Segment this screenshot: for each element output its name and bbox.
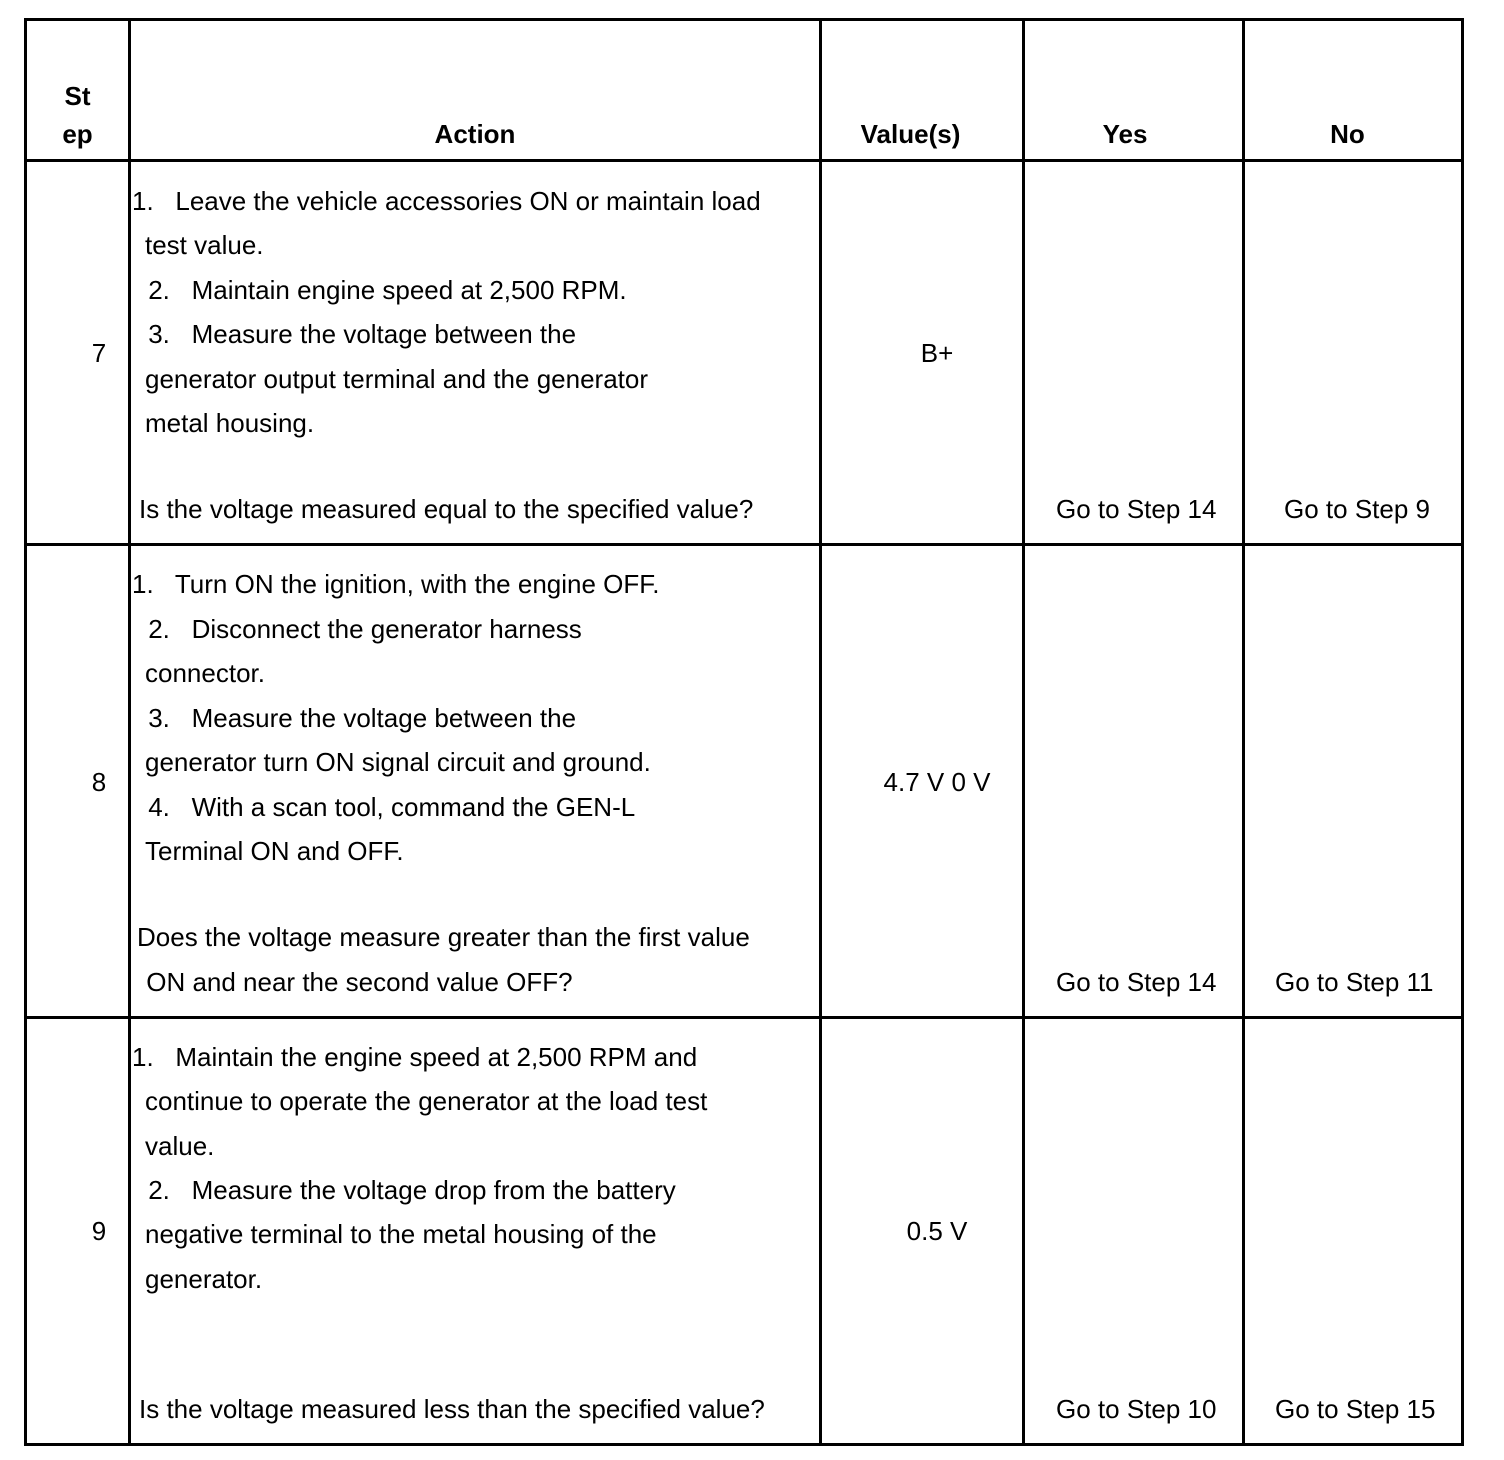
- value-cell: 4.7 V 0 V: [883, 767, 991, 797]
- row-divider: [27, 159, 1461, 162]
- header-yes: Yes: [1102, 119, 1148, 149]
- action-line: Terminal ON and OFF.: [145, 836, 404, 866]
- value-cell: 0.5 V: [906, 1216, 968, 1246]
- action-line: negative terminal to the metal housing of the: [145, 1219, 657, 1249]
- header-values: Value(s): [860, 119, 961, 149]
- yes-cell: Go to Step 14: [1056, 494, 1217, 524]
- action-question: ON and near the second value OFF?: [139, 967, 573, 997]
- diagnostic-table: [24, 18, 1464, 1446]
- action-question: Is the voltage measured less than the specified value?: [139, 1394, 765, 1424]
- yes-cell: Go to Step 10: [1056, 1394, 1217, 1424]
- action-line: test value.: [145, 230, 264, 260]
- no-cell: Go to Step 11: [1275, 967, 1434, 997]
- action-line: 2. Disconnect the generator harness: [141, 614, 582, 644]
- action-line: 4. With a scan tool, command the GEN-L: [141, 792, 636, 822]
- action-line: value.: [145, 1131, 215, 1161]
- action-line: 3. Measure the voltage between the: [141, 319, 577, 349]
- step-number: 8: [91, 767, 107, 797]
- action-line: connector.: [145, 658, 265, 688]
- action-line: metal housing.: [145, 408, 315, 438]
- action-line: 1. Leave the vehicle accessories ON or maintain load: [132, 186, 761, 216]
- yes-cell: Go to Step 14: [1056, 967, 1217, 997]
- header-step-line1: St: [64, 81, 91, 111]
- step-number: 7: [91, 338, 107, 368]
- step-number: 9: [91, 1216, 107, 1246]
- row-divider: [27, 1016, 1461, 1019]
- action-line: 2. Maintain engine speed at 2,500 RPM.: [141, 275, 627, 305]
- value-cell: B+: [920, 338, 954, 368]
- no-cell: Go to Step 15: [1275, 1394, 1436, 1424]
- action-line: generator turn ON signal circuit and ground.: [145, 747, 651, 777]
- action-line: generator output terminal and the generator: [145, 364, 649, 394]
- row-divider: [27, 543, 1461, 546]
- action-line: 1. Turn ON the ignition, with the engine OFF.: [132, 569, 660, 599]
- action-question: Is the voltage measured equal to the specified value?: [139, 494, 754, 524]
- action-line: continue to operate the generator at the load test: [145, 1086, 708, 1116]
- header-step-line2: ep: [62, 119, 93, 149]
- header-action: Action: [434, 119, 516, 149]
- no-cell: Go to Step 9: [1284, 494, 1430, 524]
- action-line: 1. Maintain the engine speed at 2,500 RPM and: [132, 1042, 698, 1072]
- header-no: No: [1330, 119, 1365, 149]
- column-divider: [128, 21, 131, 1443]
- action-question: Does the voltage measure greater than the first value: [137, 922, 750, 952]
- column-divider: [1242, 21, 1245, 1443]
- action-line: generator.: [145, 1264, 263, 1294]
- action-line: 3. Measure the voltage between the: [141, 703, 577, 733]
- action-line: 2. Measure the voltage drop from the battery: [141, 1175, 676, 1205]
